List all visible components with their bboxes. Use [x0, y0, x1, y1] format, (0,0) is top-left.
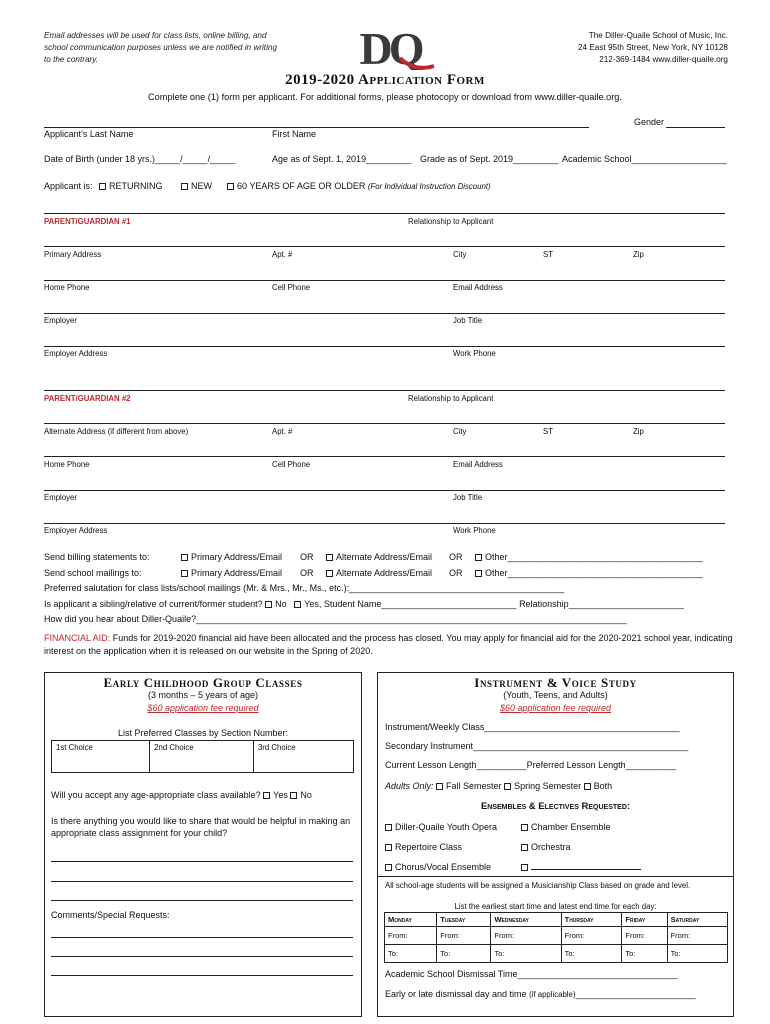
checkbox-icon [181, 554, 188, 561]
day-tuesday: Tuesday [437, 913, 491, 927]
repertoire-checkbox[interactable]: Repertoire Class [385, 842, 462, 852]
guardian2-address-line[interactable] [44, 423, 725, 424]
checkbox-icon [385, 824, 392, 831]
academic-school-field[interactable]: Academic School___________________ [562, 154, 727, 164]
billing-primary-checkbox[interactable]: Primary Address/Email [181, 552, 282, 562]
guardian1-relationship-label: Relationship to Applicant [408, 217, 494, 226]
accept-no-checkbox[interactable]: No [290, 790, 312, 800]
applicant-name-line[interactable] [44, 127, 589, 128]
weekly-class-field[interactable]: Instrument/Weekly Class_______________________________________ [385, 722, 680, 732]
checkbox-icon [475, 570, 482, 577]
guardian2-heading: PARENT/GUARDIAN #2 [44, 394, 131, 403]
checkbox-icon [521, 864, 528, 871]
sibling-no-checkbox[interactable]: No [265, 599, 287, 609]
share-line-3[interactable] [51, 900, 353, 901]
checkbox-icon [385, 844, 392, 851]
checkbox-icon [99, 183, 106, 190]
hear-about-field[interactable]: How did you hear about Diller-Quaile?______________________________________________________________________________________ [44, 614, 627, 624]
checkbox-icon [584, 783, 591, 790]
earliest-time-label: List the earliest start time and latest end time for each day: [454, 902, 657, 911]
guardian1-employer-line[interactable] [44, 313, 725, 314]
mailings-primary-checkbox[interactable]: Primary Address/Email [181, 568, 282, 578]
grade-field[interactable]: Grade as of Sept. 2019_________ [420, 154, 559, 164]
guardian2-name-line[interactable] [44, 390, 725, 391]
wednesday-to[interactable]: To: [491, 945, 561, 963]
guardian2-employer-line[interactable] [44, 490, 725, 491]
billing-other-checkbox[interactable]: Other_______________________________________ [475, 552, 703, 562]
friday-from[interactable]: From: [622, 927, 667, 945]
instrument-ages: (Youth, Teens, and Adults) [503, 690, 608, 700]
checkbox-icon [436, 783, 443, 790]
thursday-to[interactable]: To: [561, 945, 622, 963]
ensemble-divider [377, 876, 734, 877]
checkbox-icon [181, 183, 188, 190]
guardian1-heading: PARENT/GUARDIAN #1 [44, 217, 131, 226]
school-contact: 212-369-1484 www.diller-quaile.org [599, 55, 728, 64]
early-late-dismissal-field[interactable]: Early or late dismissal day and time (if applicable)________________________ [385, 989, 696, 999]
apt-label: Apt. # [272, 427, 293, 436]
school-address: 24 East 95th Street, New York, NY 10128 [577, 43, 728, 52]
home-phone-label: Home Phone [44, 460, 90, 469]
checkbox-icon [294, 601, 301, 608]
early-ages: (3 months – 5 years of age) [147, 690, 259, 700]
share-question: Is there anything you would like to share that would be helpful in making an appropriate class assignment for your child? [51, 816, 351, 838]
new-checkbox[interactable]: NEW [181, 181, 212, 191]
early-childhood-title: Early Childhood Group Classes [103, 675, 303, 690]
day-wednesday: Wednesday [491, 913, 561, 927]
youth-opera-checkbox[interactable]: Diller-Quaile Youth Opera [385, 822, 497, 832]
state-label: ST [543, 250, 553, 259]
guardian2-employer-address-line[interactable] [44, 523, 725, 524]
gender-label: Gender [634, 117, 665, 127]
employer-address-label: Employer Address [44, 349, 108, 358]
applicant-is-label: Applicant is: [44, 181, 93, 191]
zip-label: Zip [633, 427, 644, 436]
day-saturday: Saturday [667, 913, 727, 927]
employer-label: Employer [44, 316, 77, 325]
dob-field[interactable]: Date of Birth (under 18 yrs.)_____/_____/_____ [44, 154, 236, 164]
day-friday: Friday [622, 913, 667, 927]
city-label: City [453, 427, 467, 436]
or-label: OR [449, 552, 463, 562]
city-label: City [453, 250, 467, 259]
fall-checkbox[interactable]: Fall Semester [436, 781, 502, 791]
chorus-checkbox[interactable]: Chorus/Vocal Ensemble [385, 862, 491, 872]
lesson-length-field[interactable]: Current Lesson Length__________Preferred Lesson Length__________ [385, 760, 676, 770]
or-label: OR [300, 568, 314, 578]
first-choice-cell[interactable]: 1st Choice [52, 741, 150, 773]
returning-checkbox[interactable]: RETURNING [99, 181, 163, 191]
email-label: Email Address [453, 283, 503, 292]
dq-logo-text: DQ [359, 24, 421, 70]
monday-to[interactable]: To: [385, 945, 437, 963]
salutation-field[interactable]: Preferred salutation for class lists/school mailings (Mr. & Mrs., Mr., Ms., etc.):___________________________________________ [44, 583, 565, 593]
ensembles-heading: Ensembles & Electives Requested: [480, 801, 631, 812]
first-name-label: First Name [272, 129, 317, 139]
email-usage-notice: Email addresses will be used for class lists, online billing, and school communication purposes unless we are notified in writing to the contrary. [44, 31, 278, 64]
availability-table [384, 912, 728, 963]
preferred-classes-label: List Preferred Classes by Section Number: [117, 728, 289, 738]
spring-checkbox[interactable]: Spring Semester [504, 781, 581, 791]
alternate-address-label: Alternate Address (if different from above) [44, 427, 189, 436]
sibling-row [44, 599, 684, 609]
page-subtitle: Complete one (1) form per applicant. For additional forms, please photocopy or download from www.diller-quaile.org. [148, 92, 622, 102]
second-choice-cell[interactable]: 2nd Choice [150, 741, 254, 773]
mailings-alternate-checkbox[interactable]: Alternate Address/Email [326, 568, 432, 578]
job-title-label: Job Title [453, 493, 483, 502]
cell-phone-label: Cell Phone [272, 460, 311, 469]
work-phone-label: Work Phone [453, 349, 496, 358]
musicianship-note: All school-age students will be assigned a Musicianship Class based on grade and level. [385, 881, 691, 890]
work-phone-label: Work Phone [453, 526, 496, 535]
early-childhood-panel [44, 672, 362, 1017]
accept-class-question: Will you accept any age-appropriate class available? [51, 790, 261, 800]
saturday-from[interactable]: From: [667, 927, 727, 945]
day-monday: Monday [385, 913, 437, 927]
checkbox-icon [227, 183, 234, 190]
comments-label: Comments/Special Requests: [51, 910, 170, 920]
financial-aid-note [44, 632, 734, 658]
checkbox-icon [504, 783, 511, 790]
friday-to[interactable]: To: [622, 945, 667, 963]
comments-line-3[interactable] [51, 975, 353, 976]
tuesday-from[interactable]: From: [437, 927, 491, 945]
job-title-label: Job Title [453, 316, 483, 325]
checkbox-icon [263, 792, 270, 799]
email-label: Email Address [453, 460, 503, 469]
billing-label: Send billing statements to: [44, 552, 150, 562]
primary-address-label: Primary Address [44, 250, 102, 259]
checkbox-icon [521, 844, 528, 851]
tuesday-to[interactable]: To: [437, 945, 491, 963]
early-fee: $60 application fee required [147, 703, 259, 713]
dismissal-time-field[interactable]: Academic School Dismissal Time________________________________ [385, 969, 678, 979]
checkbox-icon [326, 554, 333, 561]
cell-phone-label: Cell Phone [272, 283, 311, 292]
age-field[interactable]: Age as of Sept. 1, 2019_________ [272, 154, 412, 164]
instrument-fee: $60 application fee required [499, 703, 612, 713]
other-ensemble-checkbox[interactable] [521, 862, 641, 872]
last-name-label: Applicant’s Last Name [44, 129, 134, 139]
guardian1-employer-address-line[interactable] [44, 346, 725, 347]
home-phone-label: Home Phone [44, 283, 90, 292]
accept-yes-checkbox[interactable]: Yes [263, 790, 288, 800]
school-info [488, 30, 728, 66]
checkbox-icon [521, 824, 528, 831]
checkbox-icon [265, 601, 272, 608]
instrument-title: Instrument & Voice Study [474, 675, 637, 690]
adults-semester-row [385, 781, 612, 791]
financial-aid-label: FINANCIAL AID: [44, 633, 111, 643]
wednesday-from[interactable]: From: [491, 927, 561, 945]
apt-label: Apt. # [272, 250, 293, 259]
guardian1-name-line[interactable] [44, 213, 725, 214]
orchestra-checkbox[interactable]: Orchestra [521, 842, 571, 852]
employer-address-label: Employer Address [44, 526, 108, 535]
gender-field[interactable] [666, 127, 725, 128]
checkbox-icon [475, 554, 482, 561]
sibling-relationship-field[interactable]: Relationship_______________________ [519, 599, 684, 609]
mailings-label: Send school mailings to: [44, 568, 142, 578]
sibling-yes-checkbox[interactable]: Yes, Student Name___________________________ [294, 599, 516, 609]
class-choices-table [51, 740, 354, 773]
guardian1-phone-line[interactable] [44, 280, 725, 281]
financial-aid-text: Funds for 2019-2020 financial aid have been allocated and the process has closed. You may apply for financial aid for the 2020-2021 school year, indicating interest on the application when it is released on our website in the Spring of 2020. [44, 633, 733, 656]
checkbox-icon [290, 792, 297, 799]
day-thursday: Thursday [561, 913, 622, 927]
mailings-other-checkbox[interactable]: Other_______________________________________ [475, 568, 703, 578]
adults-only-label: Adults Only: [385, 781, 434, 791]
third-choice-cell[interactable]: 3rd Choice [253, 741, 353, 773]
school-name: The Diller-Quaile School of Music, Inc. [588, 31, 728, 40]
sibling-question: Is applicant a sibling/relative of current/former student? [44, 599, 263, 609]
both-checkbox[interactable]: Both [584, 781, 613, 791]
state-label: ST [543, 427, 553, 436]
employer-label: Employer [44, 493, 77, 502]
accept-class-row [51, 790, 312, 800]
guardian2-relationship-label: Relationship to Applicant [408, 394, 494, 403]
guardian2-phone-line[interactable] [44, 456, 725, 457]
checkbox-icon [326, 570, 333, 577]
saturday-to[interactable]: To: [667, 945, 727, 963]
checkbox-icon [181, 570, 188, 577]
over60-checkbox[interactable]: 60 YEARS OF AGE OR OLDER (For Individual Instruction Discount) [227, 181, 491, 191]
monday-from[interactable]: From: [385, 927, 437, 945]
comments-line-1[interactable] [51, 937, 353, 938]
thursday-from[interactable]: From: [561, 927, 622, 945]
checkbox-icon [385, 864, 392, 871]
zip-label: Zip [633, 250, 644, 259]
guardian1-address-line[interactable] [44, 246, 725, 247]
page-title: 2019-2020 Application Form [285, 72, 485, 88]
comments-line-2[interactable] [51, 956, 353, 957]
or-label: OR [300, 552, 314, 562]
or-label: OR [449, 568, 463, 578]
dq-logo [342, 24, 438, 70]
secondary-instrument-field[interactable]: Secondary Instrument___________________________________________ [385, 741, 689, 751]
billing-alternate-checkbox[interactable]: Alternate Address/Email [326, 552, 432, 562]
share-line-1[interactable] [51, 861, 353, 862]
share-line-2[interactable] [51, 881, 353, 882]
chamber-checkbox[interactable]: Chamber Ensemble [521, 822, 611, 832]
